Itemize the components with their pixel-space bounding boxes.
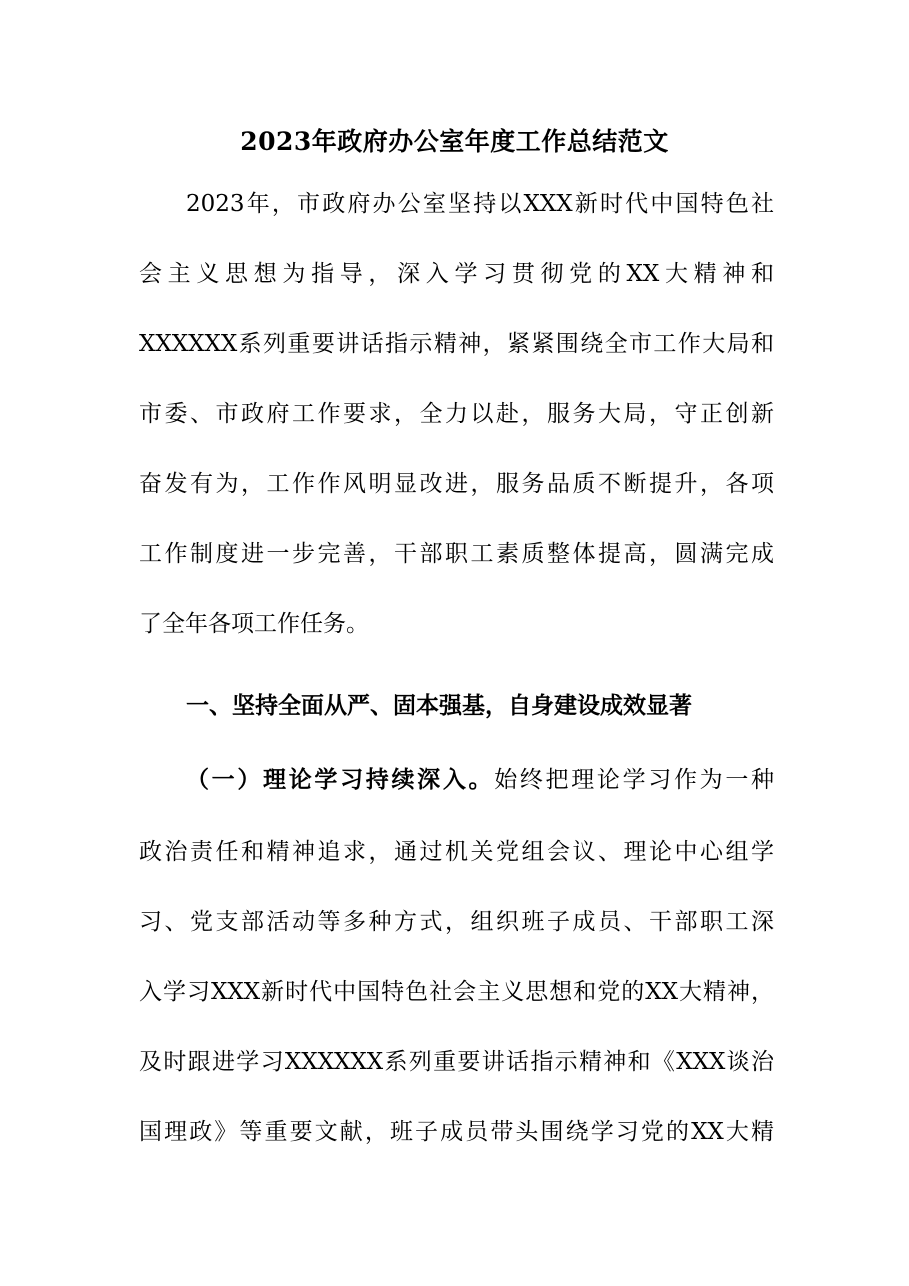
subsection-label: （一）理论学习持续深入。 (186, 766, 495, 793)
intro-line: 2023年，市政府办公室坚持以XXX新时代中国特色社 (186, 191, 774, 217)
subsection-text: 始终把理论学习作为一种 (494, 767, 775, 793)
body-line: 习、党支部活动等多种方式，组织班子成员、干部职工深 (139, 909, 774, 935)
intro-line: XXXXXX系列重要讲话指示精神，紧紧围绕全市工作大局和 (139, 331, 774, 357)
subsection-first-line (186, 764, 774, 796)
body-line: 入学习XXX新时代中国特色社会主义思想和党的XX大精神， (139, 979, 774, 1005)
body-line: 国理政》等重要文献，班子成员带头围绕学习党的XX大精 (139, 1119, 774, 1145)
body-line: 政治责任和精神追求，通过机关党组会议、理论中心组学 (139, 839, 774, 865)
intro-line: 会主义思想为指导，深入学习贯彻党的XX大精神和 (139, 261, 774, 287)
document-title: 2023年政府办公室年度工作总结范文 (240, 127, 669, 156)
intro-line: 市委、市政府工作要求，全力以赴，服务大局，守正创新 (139, 401, 774, 427)
body-line: 及时跟进学习XXXXXX系列重要讲话指示精神和《XXX谈治 (139, 1049, 774, 1075)
section-heading: 一、坚持全面从严、固本强基，自身建设成效显著 (186, 692, 692, 719)
intro-line: 了全年各项工作任务。 (139, 611, 369, 637)
intro-line: 奋发有为，工作作风明显改进，服务品质不断提升，各项 (139, 471, 774, 497)
intro-line: 工作制度进一步完善，干部职工素质整体提高，圆满完成 (139, 541, 774, 567)
